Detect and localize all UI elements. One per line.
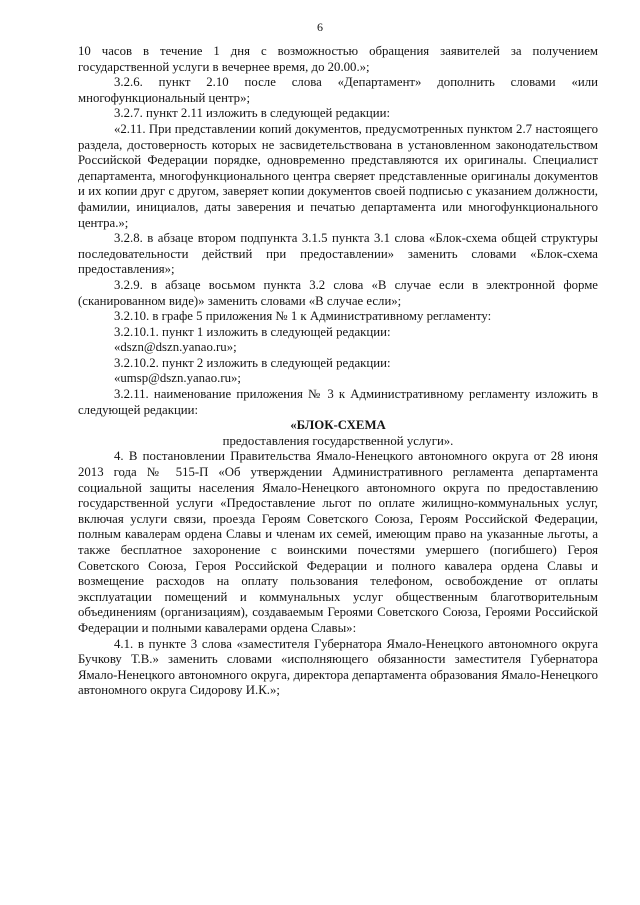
email-umsp: «umsp@dszn.yanao.ru»; bbox=[114, 371, 241, 386]
block-scheme-heading: «БЛОК-СХЕМА bbox=[290, 418, 386, 433]
paragraph-continuation: 10 часов в течение 1 дня с возможностью обращения заявителей за получением государственной услуги в вечернее время, до 20.00.»; bbox=[78, 44, 598, 74]
paragraph-3-2-10-1: 3.2.10.1. пункт 1 изложить в следующей редакции: bbox=[114, 324, 391, 339]
paragraph-3-2-10: 3.2.10. в графе 5 приложения № 1 к Административному регламенту: bbox=[114, 309, 492, 324]
paragraph-3-2-8: 3.2.8. в абзаце втором подпункта 3.1.5 пункта 3.1 слова «Блок-схема общей структуры последовательности действий при предоставлении» заменить словами «Блок-схема предоставления»; bbox=[78, 231, 598, 277]
paragraph-3-2-6: 3.2.6. пункт 2.10 после слова «Департамент» дополнить словами «или многофункциональный центр»; bbox=[78, 75, 598, 105]
paragraph-3-2-11: 3.2.11. наименование приложения № 3 к Административному регламенту изложить в следующей редакции: bbox=[78, 387, 598, 417]
email-dszn: «dszn@dszn.yanao.ru»; bbox=[114, 340, 237, 355]
paragraph-2-11-quote: «2.11. При представлении копий документов, предусмотренных пунктом 2.7 настоящего раздела, достоверность которых не засвидетельствована в установленном законодательством Российской Федерации порядке, одновременно представляются их оригиналы. Специалист департамента, многофункционального центра сверяет представленные оригиналы документов и их копии друг с другом, заверяет копии документов своей подписью с указанием должности, фамилии, инициалов, даты заверения и печатью департамента или многофункционального центра.»; bbox=[78, 121, 598, 230]
paragraph-3-2-7: 3.2.7. пункт 2.11 изложить в следующей редакции: bbox=[114, 106, 391, 121]
paragraph-4: 4. В постановлении Правительства Ямало-Ненецкого автономного округа от 28 июня 2013 года № 515-П «Об утверждении Административного регламента департамента социальной защиты населения Ямало-Ненецкого автономного округа по предоставлению государственной услуги «Предоставление льгот по оплате жилищно-коммунальных услуг, включая услуги связи, проезда Героям Советского Союза, Героям Российской Федерации, полным кавалерам ордена Славы и членам их семей, имеющим право на указанные льготы, а также бесплатное захоронение с воинскими почестями умершего (погибшего) Героя Советского Союза, Героя Российской Федерации и полного кавалера ордена Славы и возмещение расходов на оплату пользования телефоном, освобождение от оплаты эксплуатации помещений и коммунальных услуг общественным благотворительным объединениям (организациям), создаваемым Героями Советского Союза, Героями Российской Федерации и полными кавалерами ордена Славы»: bbox=[78, 449, 598, 635]
block-scheme-subheading: предоставления государственной услуги». bbox=[222, 433, 454, 448]
paragraph-3-2-9: 3.2.9. в абзаце восьмом пункта 3.2 слова «В случае если в электронной форме (сканированном виде)» заменить словами «В случае если»; bbox=[78, 277, 598, 308]
paragraph-4-1: 4.1. в пункте 3 слова «заместителя Губернатора Ямало-Ненецкого автономного округа Бучкову Т.В.» заменить словами «исполняющего обязанности заместителя Губернатора Ямало-Ненецкого автономного округа, директора департамента образования Ямало-Ненецкого автономного округа Сидорову И.К.»; bbox=[78, 636, 598, 698]
document-body bbox=[78, 44, 598, 699]
paragraph-3-2-10-2: 3.2.10.2. пункт 2 изложить в следующей редакции: bbox=[114, 355, 391, 370]
page-number: 6 bbox=[317, 20, 323, 34]
